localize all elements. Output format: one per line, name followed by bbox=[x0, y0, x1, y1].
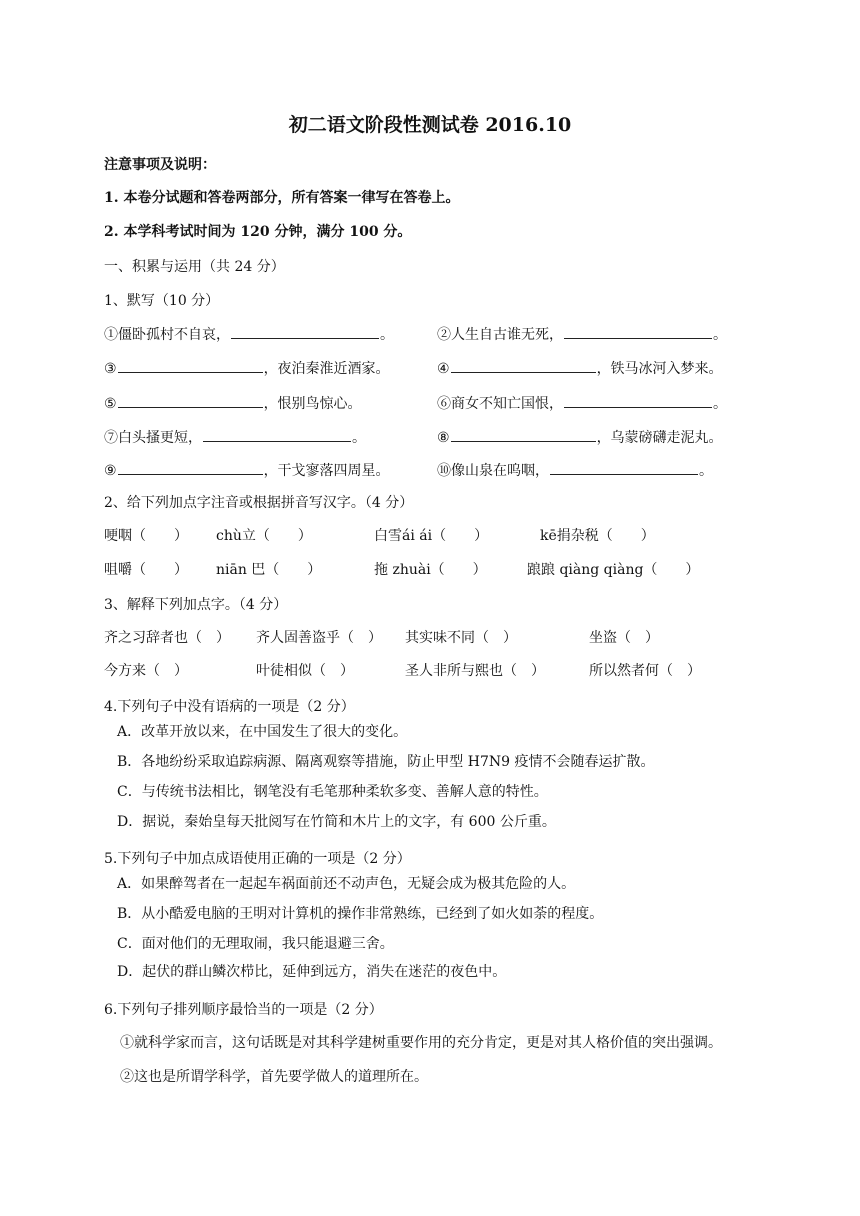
q3-item: 其实味不同（ ） bbox=[405, 630, 517, 646]
section-heading: 一、积累与运用（共 24 分） bbox=[104, 259, 285, 275]
q1-item-5-num: ⑤ bbox=[104, 396, 117, 412]
notice-item-1: 1. 本卷分试题和答卷两部分，所有答案一律写在答卷上。 bbox=[104, 190, 460, 206]
q1-item-2-text: ②人生自古谁无死， bbox=[437, 327, 563, 343]
answer-blank bbox=[231, 324, 379, 339]
q4-option-a: A．改革开放以来，在中国发生了很大的变化。 bbox=[117, 724, 408, 740]
q6-sentence-1: ①就科学家而言，这句话既是对其科学建树重要作用的充分肯定，更是对其人格价值的突出强调。 bbox=[120, 1035, 722, 1051]
q1-item-5 bbox=[104, 393, 362, 414]
q4-option-d: D．据说，秦始皇每天批阅写在竹简和木片上的文字，有 600 公斤重。 bbox=[117, 814, 556, 830]
answer-blank bbox=[550, 460, 698, 475]
q2-item: chù立（ ） bbox=[216, 528, 312, 544]
q2-item: 哽咽（ ） bbox=[104, 528, 188, 544]
q2-item: kē捐杂税（ ） bbox=[540, 528, 655, 544]
answer-blank bbox=[203, 427, 351, 442]
q3-item: 所以然者何（ ） bbox=[589, 663, 701, 679]
q3-item: 齐人固善盗乎（ ） bbox=[256, 630, 382, 646]
q1-item-9-num: ⑨ bbox=[104, 463, 117, 479]
q1-item-9-text: ，干戈寥落四周星。 bbox=[263, 463, 390, 479]
q3-item: 叶徒相似（ ） bbox=[256, 663, 354, 679]
q5-option-b: B．从小酷爱电脑的王明对计算机的操作非常熟练，已经到了如火如荼的程度。 bbox=[117, 906, 604, 922]
q1-item-8 bbox=[437, 427, 723, 448]
answer-blank bbox=[118, 393, 263, 408]
q5-option-c: C．面对他们的无理取闹，我只能退避三舍。 bbox=[117, 936, 394, 952]
q2-item: niān 巴（ ） bbox=[216, 562, 322, 578]
q3-heading: 3、解释下列加点字。（4 分） bbox=[104, 597, 288, 613]
q1-item-6-text: ⑥商女不知亡国恨， bbox=[437, 396, 563, 412]
q3-item: 坐盗（ ） bbox=[589, 630, 659, 646]
q3-item: 今方来（ ） bbox=[104, 663, 188, 679]
answer-blank bbox=[118, 358, 263, 373]
notice-item-2: 2. 本学科考试时间为 120 分钟，满分 100 分。 bbox=[104, 224, 412, 240]
q2-item: 踉踉 qiàng qiàng（ ） bbox=[527, 562, 700, 578]
q1-item-1 bbox=[104, 324, 394, 345]
answer-blank bbox=[451, 427, 596, 442]
answer-blank bbox=[564, 324, 712, 339]
q1-item-3-text: ，夜泊秦淮近酒家。 bbox=[263, 361, 390, 377]
q5-option-a: A．如果醉驾者在一起起车祸面前还不动声色，无疑会成为极其危险的人。 bbox=[117, 876, 576, 892]
q4-heading: 4.下列句子中没有语病的一项是（2 分） bbox=[104, 699, 355, 715]
answer-blank bbox=[564, 393, 712, 408]
q1-item-3 bbox=[104, 358, 390, 379]
q1-item-5-text: ，恨别鸟惊心。 bbox=[263, 396, 362, 412]
q1-item-7-end: 。 bbox=[352, 430, 366, 446]
q4-option-b: B．各地纷纷采取追踪病源、隔离观察等措施，防止甲型 H7N9 疫情不会随春运扩散。 bbox=[117, 754, 655, 770]
q1-item-8-text: ，乌蒙磅礴走泥丸。 bbox=[596, 430, 723, 446]
answer-blank bbox=[451, 358, 596, 373]
q1-item-10 bbox=[437, 460, 713, 481]
q2-item: 拖 zhuài（ ） bbox=[374, 562, 487, 578]
q1-item-4 bbox=[437, 358, 723, 379]
q1-item-8-num: ⑧ bbox=[437, 430, 450, 446]
q1-item-7 bbox=[104, 427, 366, 448]
q1-item-2-end: 。 bbox=[713, 327, 727, 343]
q4-option-c: C．与传统书法相比，钢笔没有毛笔那种柔软多变、善解人意的特性。 bbox=[117, 784, 548, 800]
q2-heading: 2、给下列加点字注音或根据拼音写汉字。（4 分） bbox=[104, 495, 414, 511]
q1-item-2 bbox=[437, 324, 727, 345]
q6-sentence-2: ②这也是所谓学科学，首先要学做人的道理所在。 bbox=[120, 1069, 428, 1085]
q1-item-1-text: ①僵卧孤村不自哀， bbox=[104, 327, 230, 343]
q1-item-9 bbox=[104, 460, 390, 481]
q6-heading: 6.下列句子排列顺序最恰当的一项是（2 分） bbox=[104, 1002, 383, 1018]
q1-item-3-num: ③ bbox=[104, 361, 117, 377]
q1-item-6 bbox=[437, 393, 727, 414]
q3-item: 圣人非所与熙也（ ） bbox=[405, 663, 545, 679]
q3-item: 齐之习辞者也（ ） bbox=[104, 630, 230, 646]
notice-heading: 注意事项及说明： bbox=[104, 157, 216, 173]
q1-item-4-text: ，铁马冰河入梦来。 bbox=[596, 361, 723, 377]
q1-heading: 1、默写（10 分） bbox=[104, 293, 220, 309]
page-title: 初二语文阶段性测试卷 2016.10 bbox=[288, 114, 572, 136]
answer-blank bbox=[118, 460, 263, 475]
q1-item-10-text: ⑩像山泉在呜咽， bbox=[437, 463, 549, 479]
q2-item: 咀嚼（ ） bbox=[104, 562, 188, 578]
q1-item-6-end: 。 bbox=[713, 396, 727, 412]
q1-item-7-text: ⑦白头搔更短， bbox=[104, 430, 202, 446]
q5-option-d: D．起伏的群山鳞次栉比，延伸到远方，消失在迷茫的夜色中。 bbox=[117, 964, 507, 980]
q2-item: 白雪ái ái（ ） bbox=[374, 528, 489, 544]
q1-item-4-num: ④ bbox=[437, 361, 450, 377]
q5-heading: 5.下列句子中加点成语使用正确的一项是（2 分） bbox=[104, 851, 411, 867]
q1-item-10-end: 。 bbox=[699, 463, 713, 479]
q1-item-1-end: 。 bbox=[380, 327, 394, 343]
